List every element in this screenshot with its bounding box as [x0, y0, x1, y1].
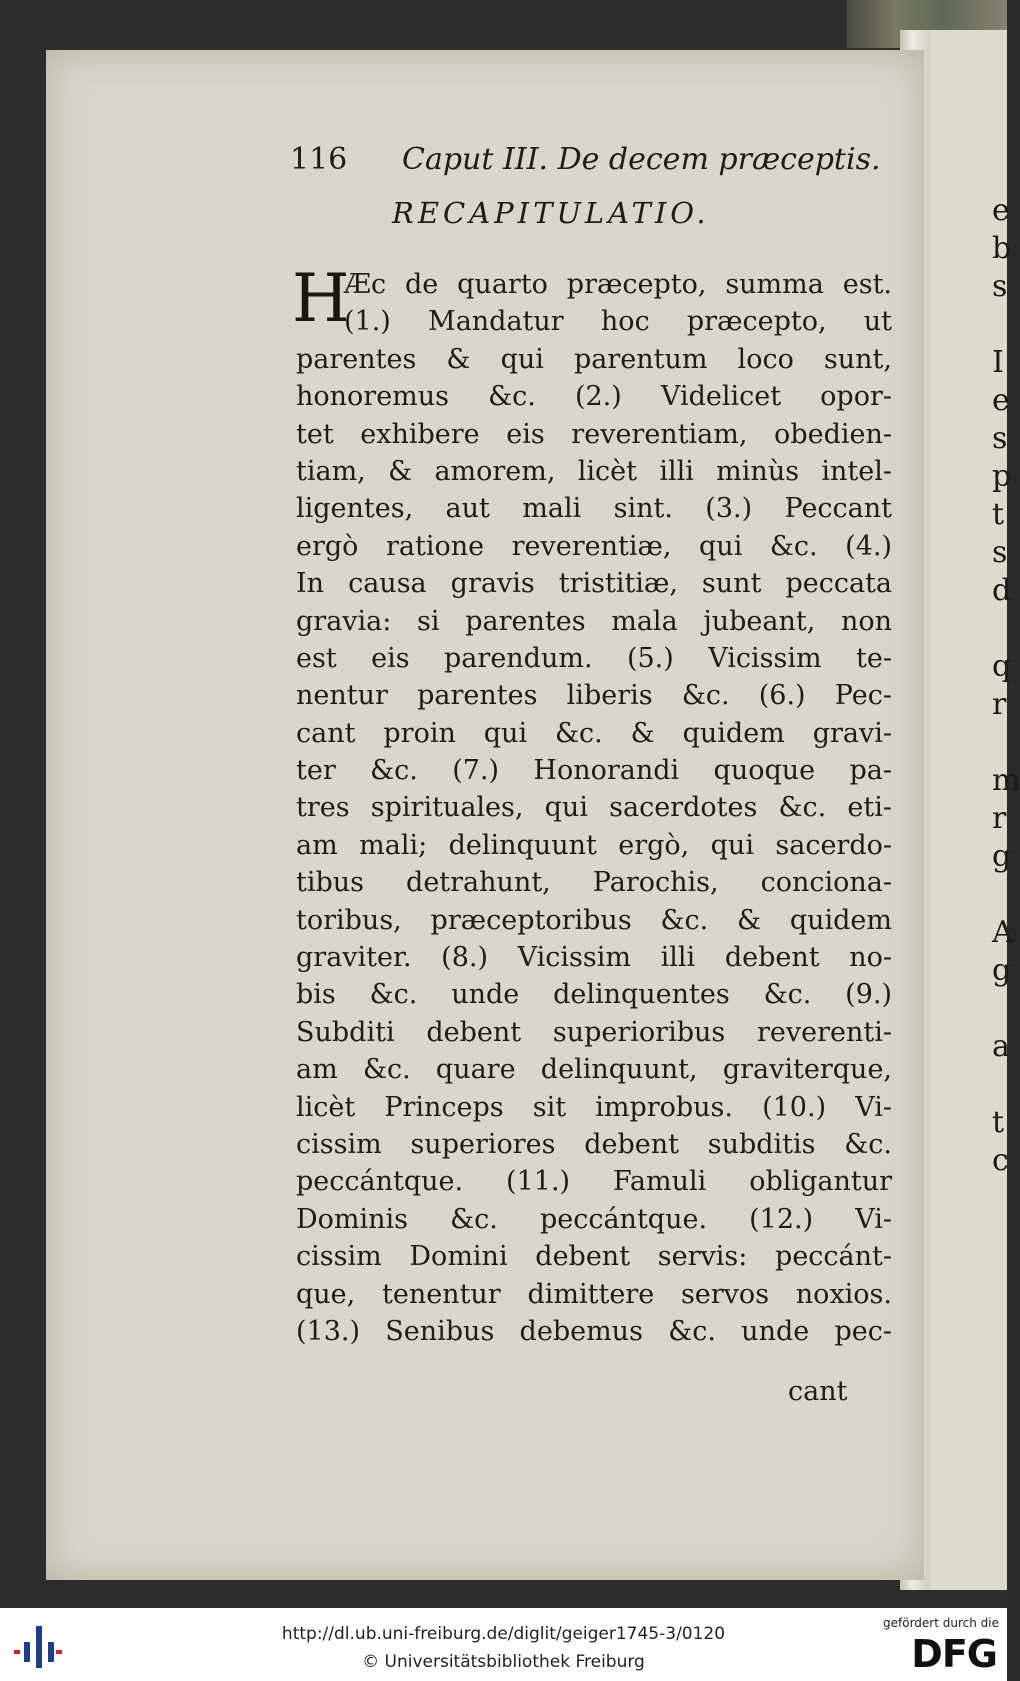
page-number: 116 — [290, 142, 348, 177]
document-url[interactable]: http://dl.ub.uni-freiburg.de/diglit/geiger1745-3/0120 — [281, 1624, 726, 1644]
text-line: Dominis &c. peccántque. (12.) Vi- — [296, 1203, 892, 1235]
text-line: In causa gravis tristitiæ, sunt peccata — [296, 568, 892, 600]
facing-page-letter — [992, 1070, 1007, 1108]
text-line: am mali; delinquunt ergò, qui sacerdo- — [296, 829, 892, 861]
text-line: tiam, & amorem, licèt illi minùs intel- — [296, 455, 892, 487]
text-line: ter &c. (7.) Honorandi quoque pa- — [296, 755, 892, 787]
facing-page-letter — [992, 728, 1007, 766]
text-line: Subditi debent superioribus reverenti- — [296, 1016, 892, 1048]
text-line: ligentes, aut mali sint. (3.) Peccant — [296, 493, 892, 525]
facing-page-letter — [992, 880, 1007, 918]
text-line: peccántque. (11.) Famuli obligantur — [296, 1166, 892, 1198]
drop-cap: H — [292, 260, 350, 337]
facing-page-letter: A — [992, 915, 1014, 950]
facing-page-letter: g — [992, 953, 1012, 988]
text-line: est eis parendum. (5.) Vicissim te- — [296, 642, 892, 674]
facing-page-letter: a — [992, 1029, 1010, 1064]
facing-page-letter: m — [992, 763, 1020, 798]
text-line: bis &c. unde delinquentes &c. (9.) — [296, 979, 892, 1011]
text-line: honoremus &c. (2.) Videlicet opor- — [296, 381, 892, 413]
viewer-footer — [0, 1608, 1007, 1681]
facing-page-letter — [992, 614, 1007, 652]
facing-page-letter: t — [992, 1105, 1005, 1140]
facing-page-letter: b — [992, 231, 1012, 266]
running-head: Caput III. De decem præceptis. — [402, 142, 881, 177]
facing-page-letter: p — [992, 459, 1012, 494]
facing-page-letter: q — [992, 649, 1012, 684]
text-line: tet exhibere eis reverentiam, obedien- — [296, 418, 892, 450]
text-line: cant proin qui &c. & quidem gravi- — [296, 717, 892, 749]
facing-page-letter: s — [992, 421, 1008, 456]
text-line: (1.) Mandatur hoc præcepto, ut — [344, 306, 892, 338]
text-line: tres spirituales, qui sacerdotes &c. eti- — [296, 792, 892, 824]
text-line: licèt Princeps sit improbus. (10.) Vi- — [296, 1091, 892, 1123]
text-line: graviter. (8.) Vicissim illi debent no- — [296, 942, 892, 974]
text-line: toribus, præceptoribus &c. & quidem — [296, 904, 892, 936]
text-line: parentes & qui parentum loco sunt, — [296, 343, 892, 375]
text-line: am &c. quare delinquunt, graviterque, — [296, 1054, 892, 1086]
facing-page-letter: g — [992, 839, 1012, 874]
facing-page-letter: c — [992, 1143, 1009, 1178]
text-line: ergò ratione reverentiæ, qui &c. (4.) — [296, 530, 892, 562]
copyright-notice: © Universitätsbibliothek Freiburg — [362, 1652, 645, 1672]
text-line: tibus detrahunt, Parochis, conciona- — [296, 867, 892, 899]
facing-page-letter: s — [992, 535, 1008, 570]
facing-page-letter: e — [992, 193, 1010, 228]
facing-page-letter: d — [992, 573, 1012, 608]
facing-page-letter: s — [992, 269, 1008, 304]
body-text — [296, 266, 892, 1350]
text-line: cissim superiores debent subditis &c. — [296, 1128, 892, 1160]
facing-page-letter: r — [992, 801, 1007, 836]
facing-page-letter — [992, 310, 1007, 348]
facing-page-letter: t — [992, 497, 1005, 532]
facing-page-letters — [992, 193, 1020, 1184]
text-line: nentur parentes liberis &c. (6.) Pec- — [296, 680, 892, 712]
funding-label: gefördert durch die — [883, 1616, 999, 1630]
text-line: gravia: si parentes mala jubeant, non — [296, 605, 892, 637]
catchword: cant — [788, 1376, 848, 1407]
dfg-logo: DFG — [911, 1632, 997, 1676]
facing-page-letter — [992, 994, 1007, 1032]
text-line: cissim Domini debent servis: peccánt- — [296, 1241, 892, 1273]
facing-page-letter: e — [992, 383, 1010, 418]
text-line: (13.) Senibus debemus &c. unde pec- — [296, 1315, 892, 1347]
section-title: RECAPITULATIO. — [392, 196, 710, 230]
facing-page-letter: r — [992, 687, 1007, 722]
text-line: que, tenentur dimittere servos noxios. — [296, 1278, 892, 1310]
facing-page-letter: I — [992, 345, 1004, 380]
text-line: Æc de quarto præcepto, summa est. — [344, 269, 892, 300]
